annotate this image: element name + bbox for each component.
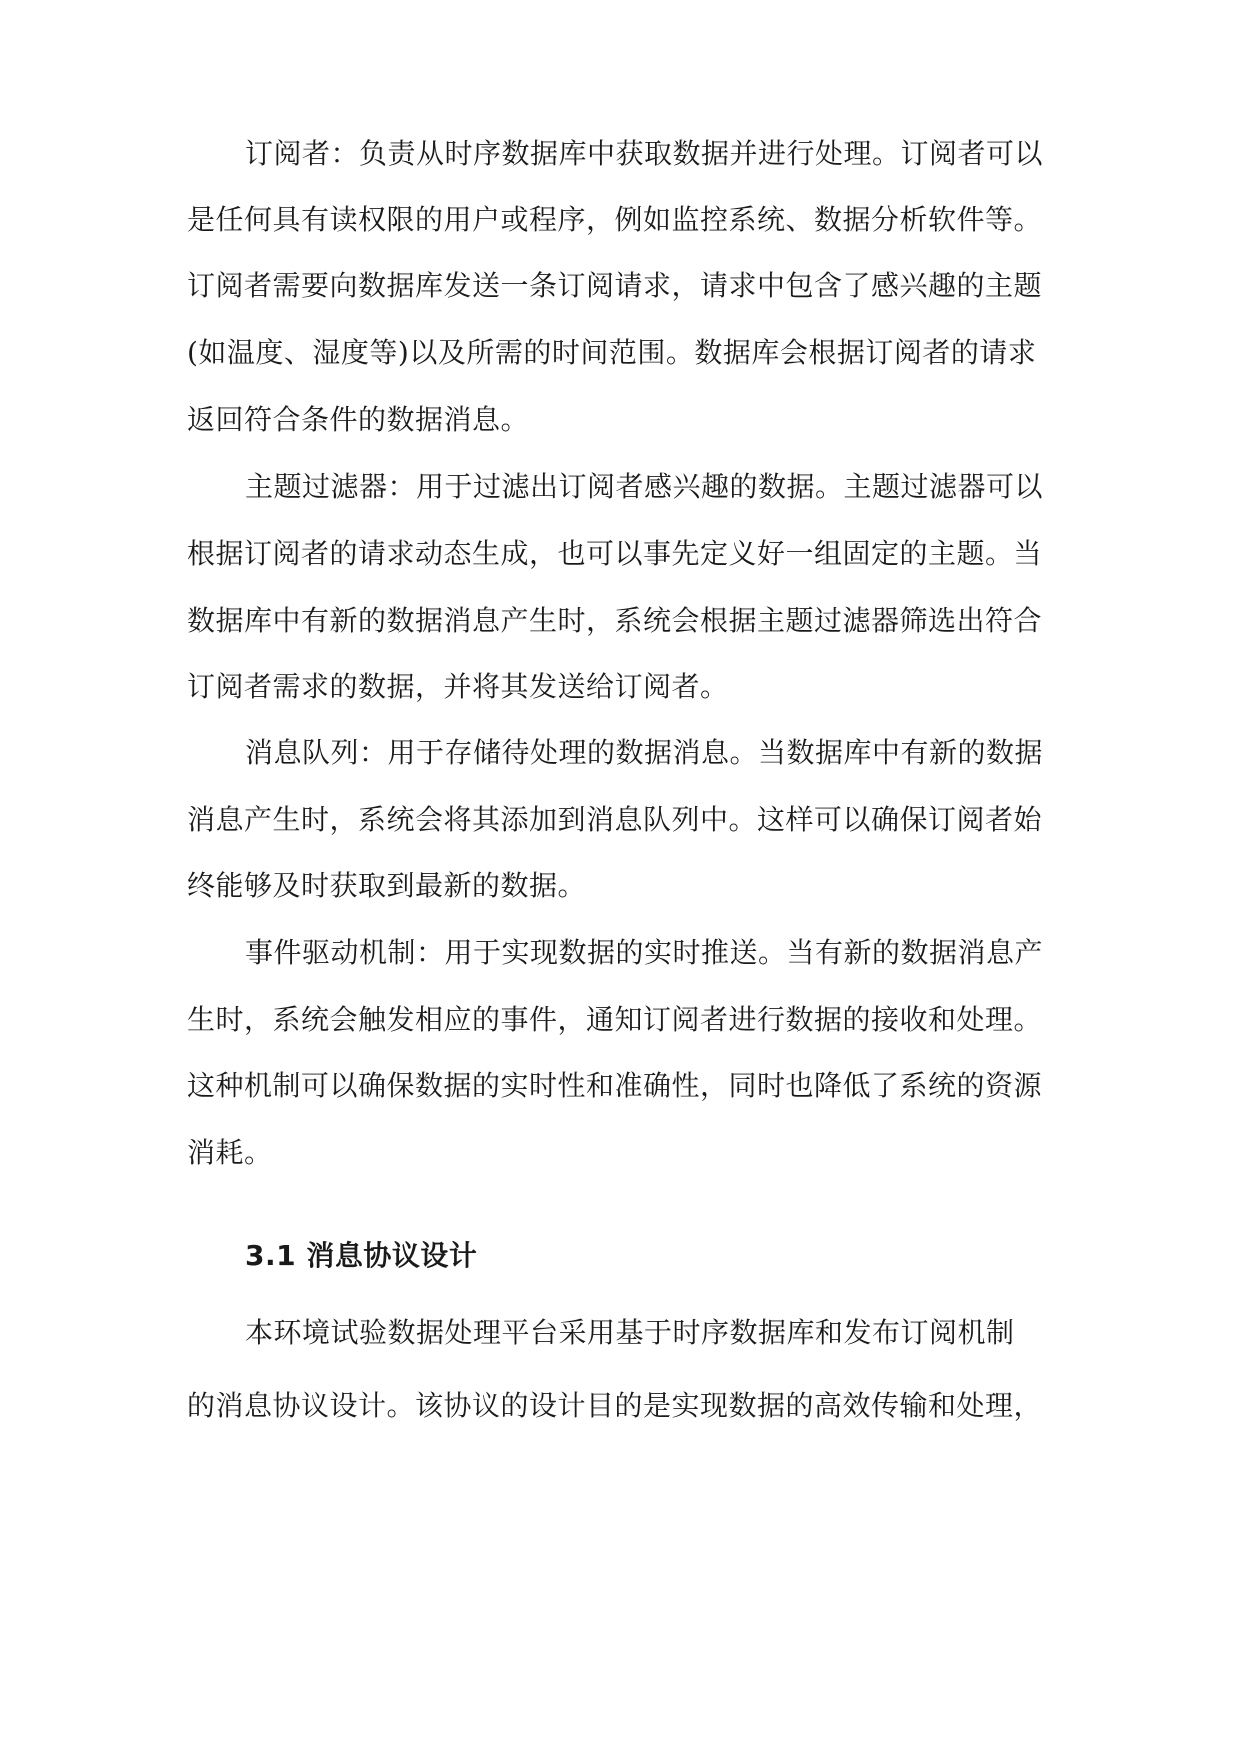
paragraph-4-line-2: 生时，系统会触发相应的事件，通知订阅者进行数据的接收和处理。	[187, 1003, 1043, 1036]
paragraph-4-line-4: 消耗。	[187, 1136, 273, 1169]
paragraph-3-line-2: 消息产生时，系统会将其添加到消息队列中。这样可以确保订阅者始	[187, 803, 1043, 836]
paragraph-4-line-3: 这种机制可以确保数据的实时性和准确性，同时也降低了系统的资源	[187, 1069, 1043, 1102]
paragraph-1-line-3: 订阅者需要向数据库发送一条订阅请求，请求中包含了感兴趣的主题	[187, 269, 1043, 302]
paragraph-4-line-1: 事件驱动机制：用于实现数据的实时推送。当有新的数据消息产	[245, 936, 1044, 969]
paragraph-2-line-4: 订阅者需求的数据，并将其发送给订阅者。	[187, 670, 729, 703]
paragraph-2-line-2: 根据订阅者的请求动态生成，也可以事先定义好一组固定的主题。当	[187, 537, 1043, 570]
paragraph-3-line-3: 终能够及时获取到最新的数据。	[187, 869, 587, 902]
paragraph-3-line-1: 消息队列：用于存储待处理的数据消息。当数据库中有新的数据	[245, 736, 1044, 769]
section-paragraph-line-1: 本环境试验数据处理平台采用基于时序数据库和发布订阅机制	[245, 1316, 1015, 1349]
paragraph-2-line-3: 数据库中有新的数据消息产生时，系统会根据主题过滤器筛选出符合	[187, 604, 1043, 637]
paragraph-1-line-4: (如温度、湿度等)以及所需的时间范围。数据库会根据订阅者的请求	[187, 336, 1037, 369]
paragraph-2-line-1: 主题过滤器：用于过滤出订阅者感兴趣的数据。主题过滤器可以	[245, 470, 1044, 503]
paragraph-1-line-1: 订阅者：负责从时序数据库中获取数据并进行处理。订阅者可以	[245, 137, 1044, 170]
paragraph-1-line-2: 是任何具有读权限的用户或程序，例如监控系统、数据分析软件等。	[187, 203, 1043, 236]
section-paragraph-line-2: 的消息协议设计。该协议的设计目的是实现数据的高效传输和处理，	[187, 1389, 1043, 1422]
section-heading: 3.1 消息协议设计	[245, 1239, 478, 1272]
paragraph-1-line-5: 返回符合条件的数据消息。	[187, 403, 530, 436]
